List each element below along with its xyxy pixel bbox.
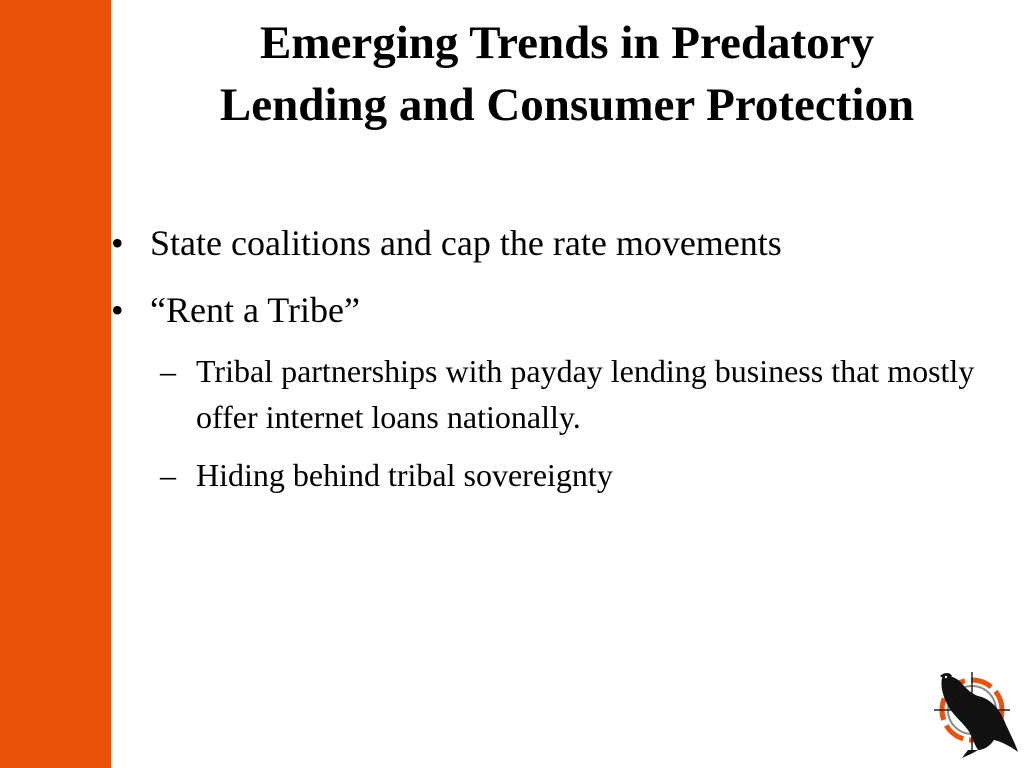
slide-title [120,12,1014,136]
bullet-marker: • [111,223,124,263]
title-line-1: Emerging Trends in Predatory [259,17,875,69]
bullet-text: “Rent a Tribe” [150,290,360,330]
title-line-2: Lending and Consumer Protection [219,79,915,131]
bullet-marker: • [111,290,124,330]
bullet-text: State coalitions and cap the rate movements [150,223,782,263]
sub-bullet-marker: – [160,353,176,389]
orange-side-bar [0,0,111,768]
eagle-medicine-wheel-logo-icon [932,664,1020,760]
sub-bullet-text: Hiding behind tribal sovereignty [196,457,613,493]
sub-bullet-marker: – [160,457,176,493]
sub-bullet-text: Tribal partnerships with payday lending business that mostly offer internet loans nationally. [196,353,975,435]
